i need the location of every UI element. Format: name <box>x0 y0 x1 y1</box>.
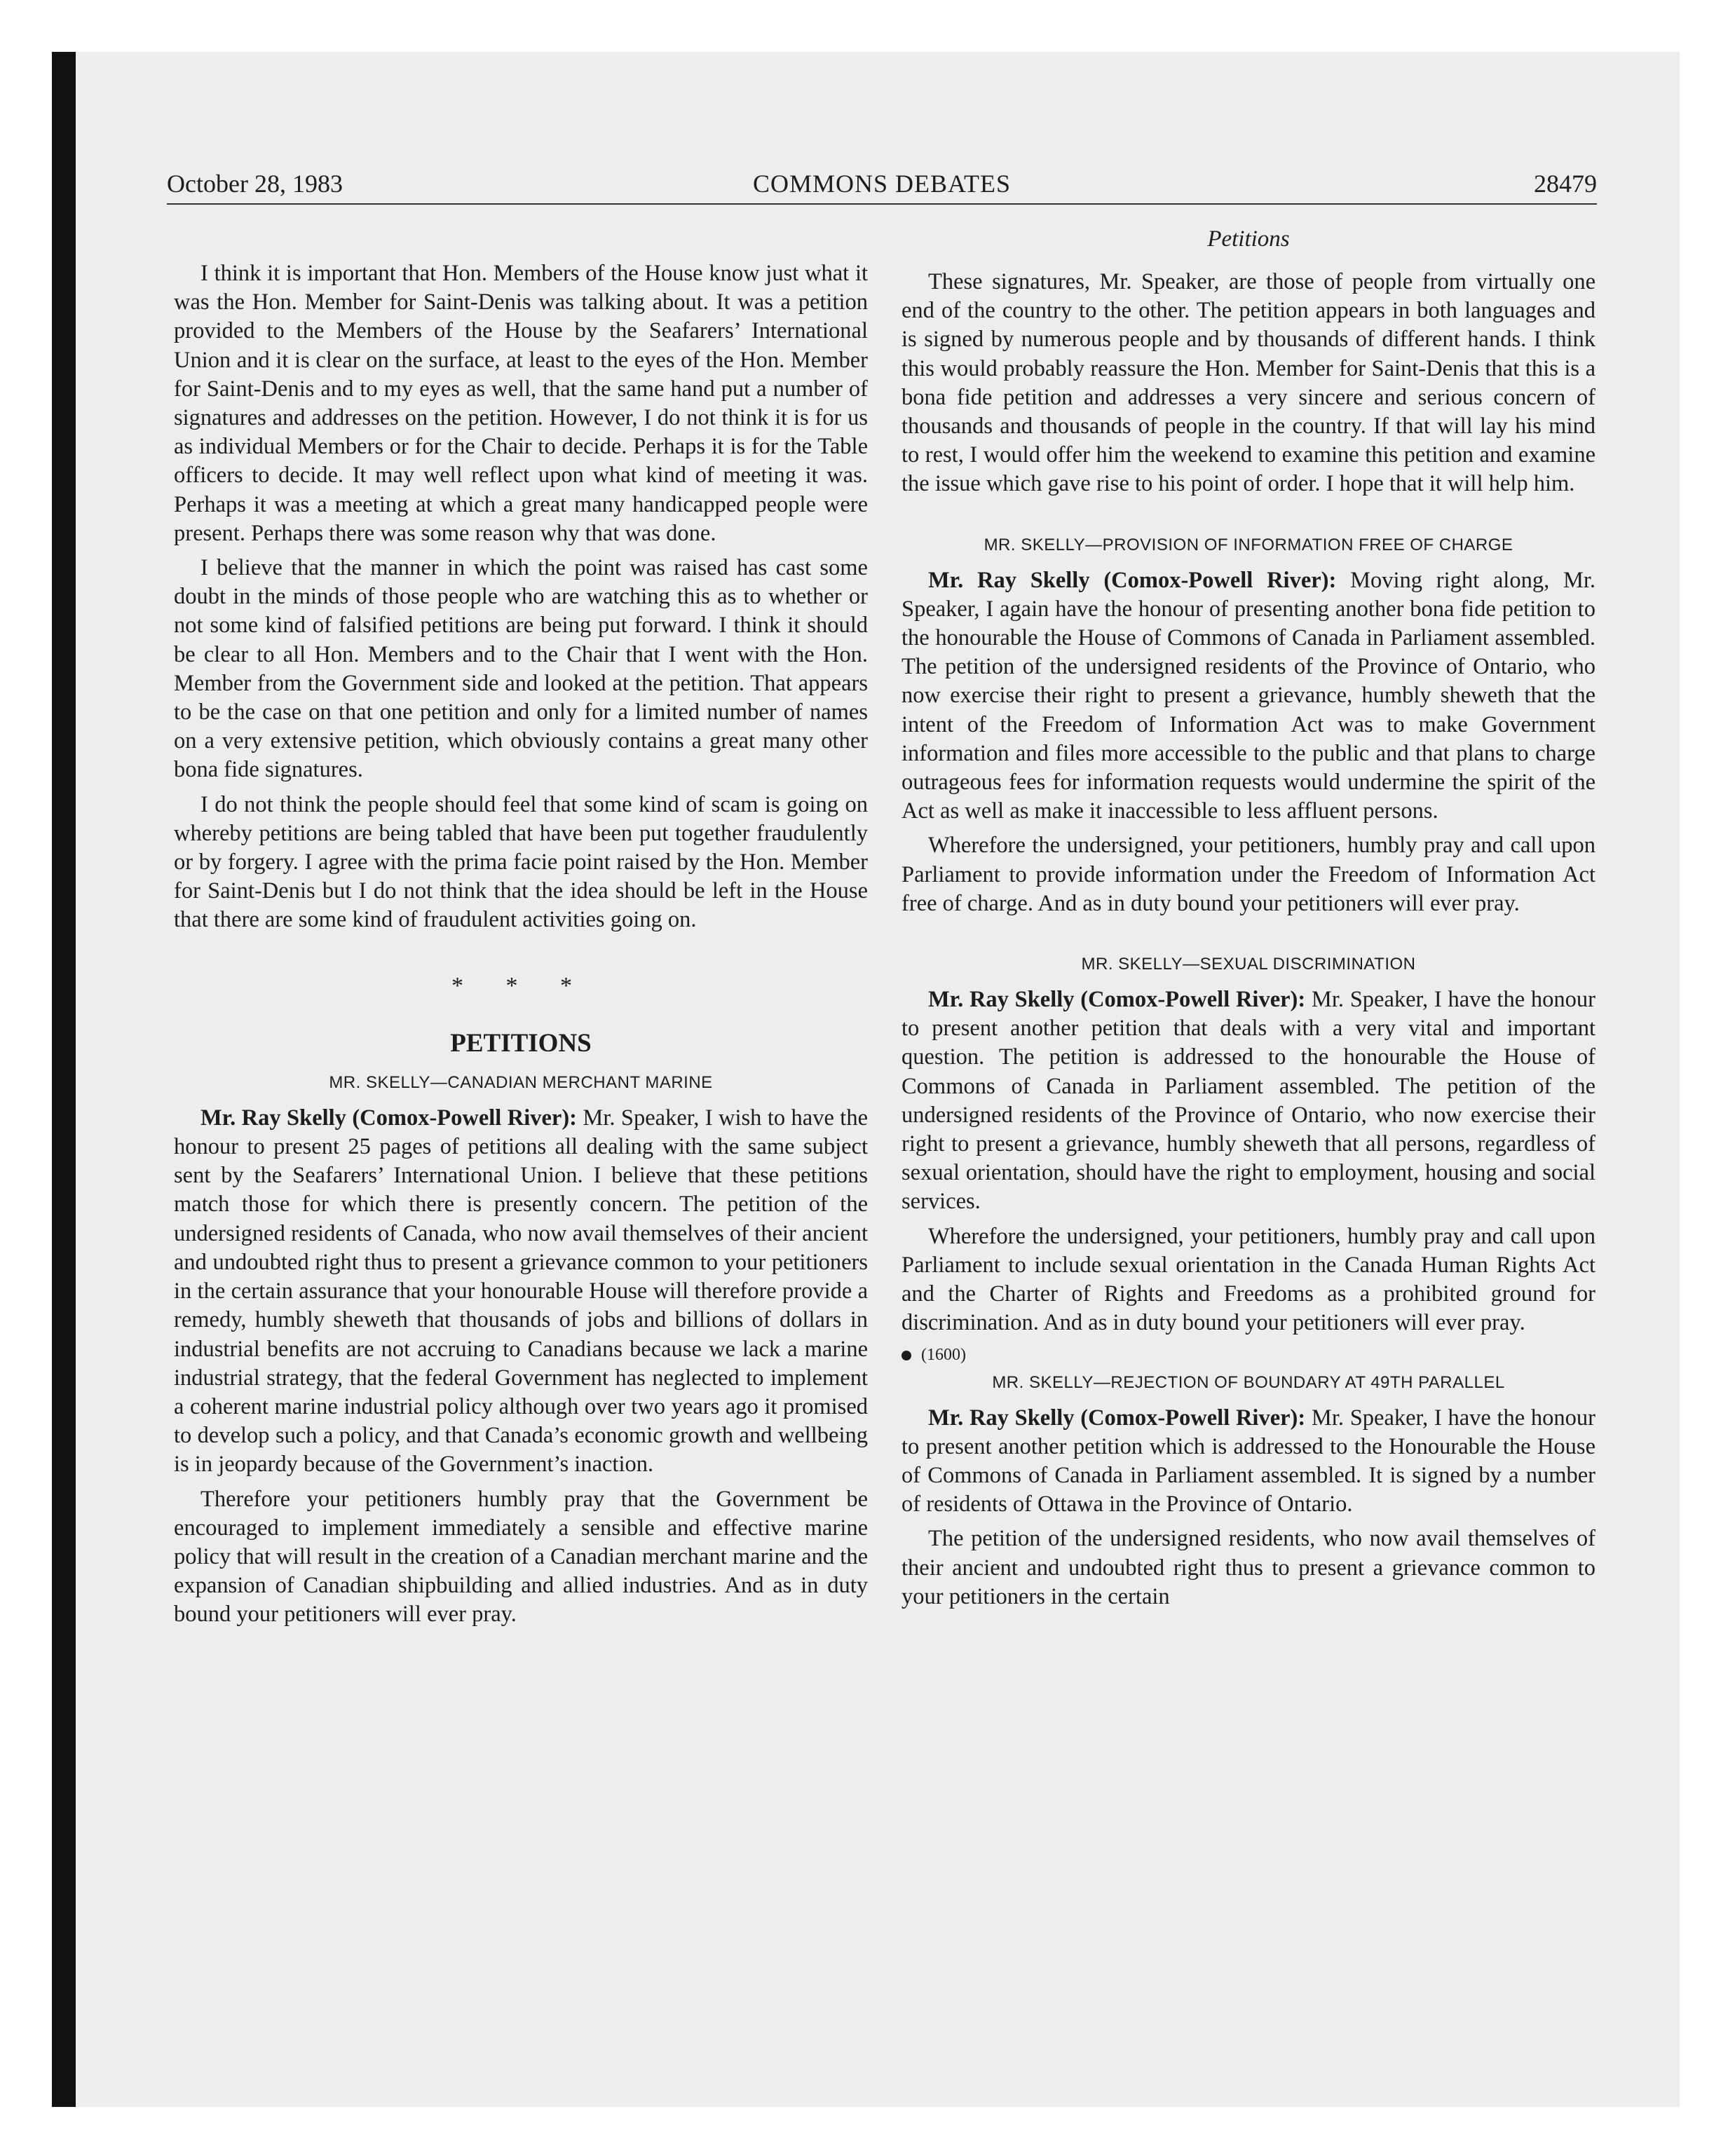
paragraph <box>901 1404 1595 1520</box>
speaker-name: Mr. Ray Skelly (Comox-Powell River): <box>200 1105 577 1131</box>
paragraph: I think it is important that Hon. Members of the House know just what it was the Hon. Member for Saint-Denis was talking about. It was a petition provided to the Members of the House by the Seafarers’ International Union and it is clear on the surface, at least to the eyes of the Hon. Member for Saint-Denis and to my eyes as well, that the same hand put a number of signatures and addresses on the petition. However, I do not think it is for us as individual Members or for the Chair to decide. Perhaps it is for the Table officers to decide. It may well reflect upon what kind of meeting it was. Perhaps it was a meeting at which a great many handicapped people were present. Perhaps there was some reason why that was done. <box>174 261 868 546</box>
time-marker <box>901 1344 1595 1366</box>
speaker-name: Mr. Ray Skelly (Comox-Powell River): <box>928 1405 1306 1431</box>
paragraph <box>901 985 1595 1217</box>
header-rule <box>167 203 1597 205</box>
header-date: October 28, 1983 <box>167 170 343 198</box>
right-column <box>901 223 1595 1919</box>
paragraph: I believe that the manner in which the point was raised has cast some doubt in the minds of those people who are watching this as to whether or not some kind of falsified petitions are being put forward. I think it should be clear to all Hon. Members and to the Chair that I went with the Hon. Member from the Government side and looked at the petition. That appears to be the case on that one petition and only for a limited number of names on a very extensive petition, which obviously contains a great many other bona fide signatures. <box>174 555 868 783</box>
page-header <box>167 167 1597 200</box>
paragraph: These signatures, Mr. Speaker, are those of people from virtually one end of the country to the other. The petition appears in both languages and is signed by numerous people and by thousands of different hands. I think this would probably reassure the Hon. Member for Saint-Denis that this is a bona fide petition and addresses a very sincere and serious concern of thousands and thousands of people in the country. If that will lay his mind to rest, I would offer him the weekend to examine this petition and examine the issue which gave rise to his point of order. I hope that it will help him. <box>901 269 1595 497</box>
petition-subhead: MR. SKELLY—CANADIAN MERCHANT MARINE <box>329 1072 713 1092</box>
section-title: PETITIONS <box>450 1028 592 1058</box>
left-column <box>174 259 868 1928</box>
time-marker-text: (1600) <box>921 1345 966 1364</box>
petition-subhead: MR. SKELLY—PROVISION OF INFORMATION FREE OF CHARGE <box>984 535 1513 554</box>
section-separator: * * * <box>451 972 590 999</box>
paragraph <box>901 566 1595 826</box>
speaker-name: Mr. Ray Skelly (Comox-Powell River): <box>928 987 1306 1013</box>
bullet-icon <box>901 1351 911 1360</box>
speech-text: Mr. Speaker, I have the honour to present another petition that deals with a very vital and important question. The petition is addressed to the honourable the House of Commons of Canada in Parliament assembled. The petition of the undersigned residents of the Province of Ontario, who now exercise their right to present a grievance, humbly sheweth that all persons, regardless of sexual orientation, should have the right to employment, housing and social services. <box>901 987 1595 1215</box>
speech-text: Mr. Speaker, I have the honour to present another petition which is addressed to the Honourable the House of Commons of Canada in Parliament assembled. It is signed by a number of residents of Ottawa in the Province of Ontario. <box>901 1405 1595 1517</box>
binding-edge <box>52 52 76 2107</box>
header-publication: COMMONS DEBATES <box>752 170 1012 198</box>
header-page-number: 28479 <box>1534 170 1597 198</box>
paragraph <box>174 1104 868 1480</box>
speech-text: Moving right along, Mr. Speaker, I again have the honour of presenting another bona fide petition to the honourable the House of Commons of Canada in Parliament assembled. The petition of the undersigned residents of the Province of Ontario, who now exercise their right to present a grievance, humbly sheweth that the intent of the Freedom of Information Act was to make Government information and files more accessible to the public and that plans to charge outrageous fees for information requests would undermine the spirit of the Act as well as make it inaccessible to less affluent persons. <box>901 567 1596 824</box>
paragraph: I do not think the people should feel that some kind of scam is going on whereby petitions are being tabled that have been put together fraudulently or by forgery. I agree with the prima facie point raised by the Hon. Member for Saint-Denis but I do not think that the idea should be left in the House that there are some kind of fraudulent activities going on. <box>174 791 868 933</box>
speaker-name: Mr. Ray Skelly (Comox-Powell River): <box>928 567 1337 593</box>
running-head: Petitions <box>1207 226 1290 252</box>
paragraph: Wherefore the undersigned, your petitioners, humbly pray and call upon Parliament to provide information under the Freedom of Information Act free of charge. And as in duty bound your petitioners will ever pray. <box>901 833 1595 916</box>
paragraph: The petition of the undersigned residents, who now avail themselves of their ancient and undoubted right thus to present a grievance common to your petitioners in the certain <box>901 1526 1595 1609</box>
petition-subhead: MR. SKELLY—REJECTION OF BOUNDARY AT 49TH PARALLEL <box>992 1372 1505 1392</box>
paragraph: Wherefore the undersigned, your petitioners, humbly pray and call upon Parliament to include sexual orientation in the Canada Human Rights Act and the Charter of Rights and Freedoms as a prohibited ground for discrimination. And as in duty bound your petitioners will ever pray. <box>901 1223 1595 1336</box>
paragraph: Therefore your petitioners humbly pray that the Government be encouraged to implement immediately a sensible and effective marine policy that will result in the creation of a Canadian merchant marine and the expansion of Canadian shipbuilding and allied industries. And as in duty bound your petitioners will ever pray. <box>174 1486 868 1628</box>
petition-subhead: MR. SKELLY—SEXUAL DISCRIMINATION <box>1081 955 1416 974</box>
speech-text: Mr. Speaker, I wish to have the honour to present 25 pages of petitions all dealing with the same subject sent by the Seafarers’ International Union. I believe that these petitions match those for which there is presently concern. The petition of the undersigned residents of Canada, who now avail themselves of their ancient and undoubted right thus to present a grievance common to your petitioners in the certain assurance that your honourable House will therefore provide a remedy, humbly sheweth that thousands of jobs and billions of dollars in industrial benefits are not accruing to Canadians because we lack a marine industrial strategy, that the federal Government has neglected to implement a coherent marine industrial policy although over two years ago it promised to develop such a policy, and that Canada’s economic growth and wellbeing is in jeopardy because of the Government’s inaction. <box>174 1105 869 1478</box>
